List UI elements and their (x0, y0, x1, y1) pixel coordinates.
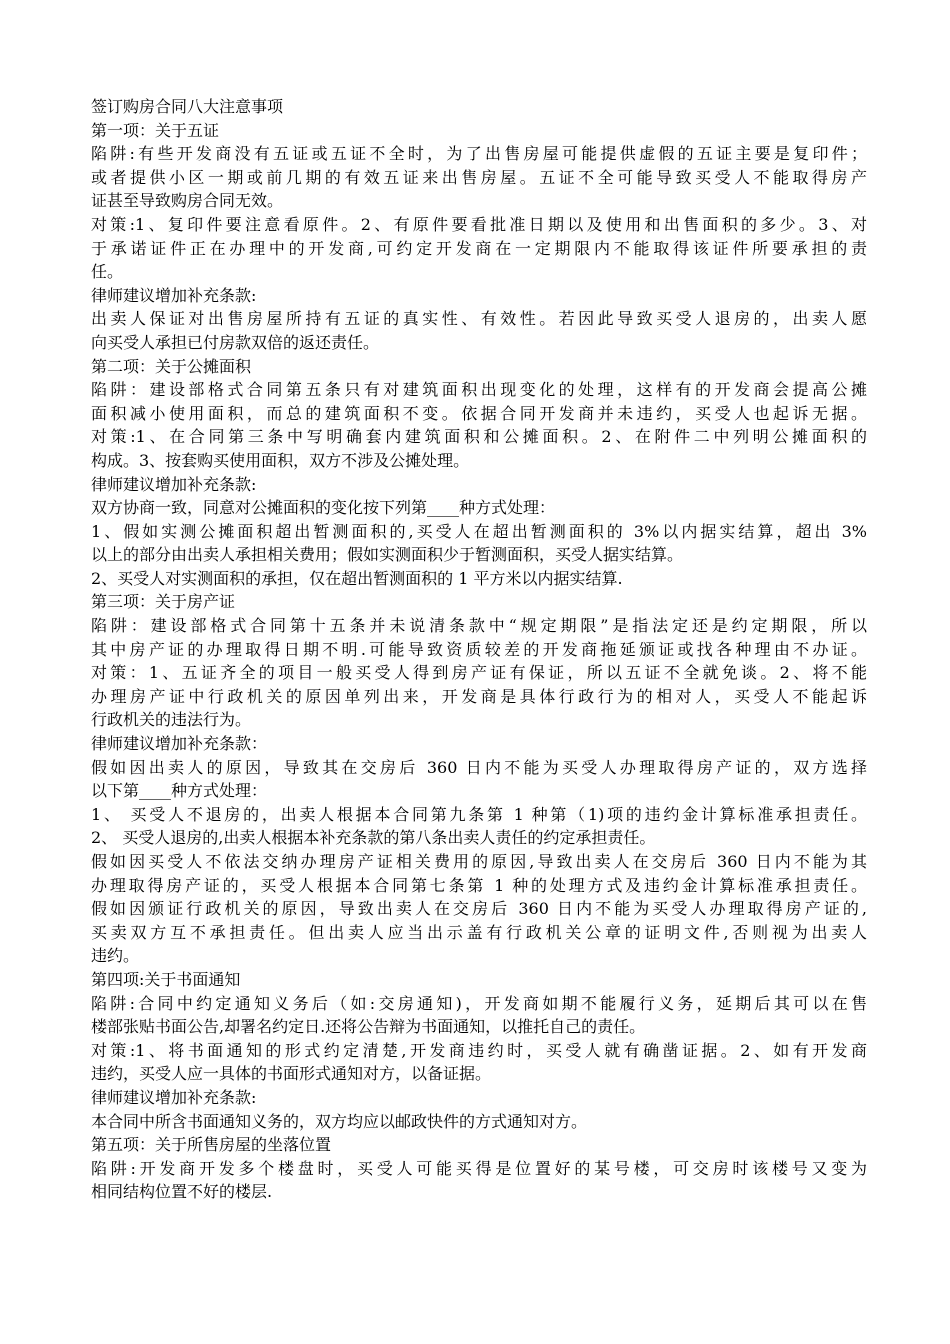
text-line: 1、假如实测公摊面积超出暂测面积的,买受人在超出暂测面积的 3%以内据实结算，超出 3% (91, 521, 867, 541)
text-line: 假如因买受人不依法交纳办理房产证相关费用的原因,导致出卖人在交房后 360 日内不能为其 (91, 852, 867, 871)
text-line: 第四项:关于书面通知 (91, 969, 241, 989)
text-line: 相同结构位置不好的楼层. (91, 1182, 273, 1202)
text-line: 1、 买受人不退房的，出卖人根据本合同第九条第 1 种第（1)项的违约金计算标准承担责任。 (91, 804, 867, 824)
text-line: 陷阱:有些开发商没有五证或五证不全时，为了出售房屋可能提供虚假的五证主要是复印件； (91, 144, 867, 164)
text-line: 2、买受人对实测面积的承担，仅在超出暂测面积的 1 平方米以内据实结算. (91, 568, 623, 588)
text-line: 以下第____种方式处理： (91, 781, 268, 801)
text-line: 构成。3、按套购买使用面积，双方不涉及公摊处理。 (91, 450, 470, 470)
text-line: 行政机关的违法行为。 (91, 710, 252, 730)
text-line: 办理房产证中行政机关的原因单列出来，开发商是具体行政行为的相对人，买受人不能起诉 (91, 686, 867, 706)
text-line: 本合同中所含书面通知义务的，双方均应以邮政快件的方式通知对方。 (91, 1111, 588, 1131)
text-line: 假如因颁证行政机关的原因，导致出卖人在交房后 360 日内不能为买受人办理取得房产证的, (91, 899, 867, 919)
text-line: 楼部张贴书面公告,却署名约定日.还将公告辩为书面通知，以推托自己的责任。 (91, 1017, 646, 1037)
text-line: 第五项：关于所售房屋的坐落位置 (91, 1135, 332, 1155)
text-line: 买卖双方互不承担责任。但出卖人应当出示盖有行政机关公章的证明文件,否则视为出卖人 (91, 922, 867, 942)
text-line: 律师建议增加补充条款: (91, 285, 257, 305)
text-line: 对策:1、复印件要注意看原件。2、有原件要看批准日期以及使用和出售面积的多少。3、对 (91, 214, 867, 234)
text-line: 向买受人承担已付房款双倍的返还责任。 (91, 332, 380, 352)
text-line: 签订购房合同八大注意事项 (91, 97, 284, 116)
text-line: 假如因出卖人的原因，导致其在交房后 360 日内不能为买受人办理取得房产证的，双方选择 (91, 757, 867, 777)
text-line: 双方协商一致，同意对公摊面积的变化按下列第____种方式处理： (91, 498, 556, 518)
text-line: 对策：1、五证齐全的项目一般买受人得到房产证有保证，所以五证不全就免谈。2、将不能 (91, 663, 867, 683)
text-line: 以上的部分由出卖人承担相关费用；假如实测面积少于暂测面积，买受人据实结算。 (91, 545, 684, 565)
document-body (91, 95, 867, 1204)
text-line: 违约，买受人应一具体的书面形式通知对方，以备证据。 (91, 1064, 492, 1084)
text-line: 律师建议增加补充条款: (91, 474, 257, 494)
text-line: 任。 (91, 262, 124, 282)
text-line: 其中房产证的办理取得日期不明.可能导致资质较差的开发商拖延颁证或找各种理由不办证。 (91, 639, 867, 659)
text-line: 办理取得房产证的，买受人根据本合同第七条第 1 种的处理方式及违约金计算标准承担责任。 (91, 875, 867, 895)
text-line: 第三项：关于房产证 (91, 592, 236, 612)
text-line: 出卖人保证对出售房屋所持有五证的真实性、有效性。若因此导致买受人退房的，出卖人愿 (91, 309, 867, 329)
text-line: 律师建议增加补充条款： (91, 734, 268, 754)
text-line: 或者提供小区一期或前几期的有效五证来出售房屋。五证不全可能导致买受人不能取得房产 (91, 167, 867, 187)
text-line: 对策:1、在合同第三条中写明确套内建筑面积和公摊面积。2、在附件二中列明公摊面积的 (91, 427, 867, 447)
text-line: 面积减小使用面积，而总的建筑面积不变。依据合同开发商并未违约，买受人也起诉无据。 (91, 403, 867, 423)
text-line: 第二项：关于公摊面积 (91, 356, 252, 376)
text-line: 第一项：关于五证 (91, 120, 220, 140)
text-line: 对策:1、将书面通知的形式约定清楚,开发商违约时，买受人就有确凿证据。2、如有开发商 (91, 1040, 867, 1060)
text-line: 于承诺证件正在办理中的开发商,可约定开发商在一定期限内不能取得该证件所要承担的责 (91, 238, 867, 258)
text-line: 证甚至导致购房合同无效。 (91, 191, 284, 211)
text-line: 2、 买受人退房的,出卖人根据本补充条款的第八条出卖人责任的约定承担责任。 (91, 828, 656, 848)
text-line: 陷阱：建设部格式合同第五条只有对建筑面积出现变化的处理，这样有的开发商会提高公摊 (91, 380, 867, 400)
text-line: 陷阱：建设部格式合同第十五条并未说清条款中“规定期限”是指法定还是约定期限，所以 (91, 616, 867, 636)
text-line: 违约。 (91, 946, 140, 966)
text-line: 陷阱:开发商开发多个楼盘时，买受人可能买得是位置好的某号楼，可交房时该楼号又变为 (91, 1158, 867, 1178)
text-line: 陷阱:合同中约定通知义务后（如:交房通知)，开发商如期不能履行义务，延期后其可以在售 (91, 993, 867, 1013)
text-line: 律师建议增加补充条款: (91, 1087, 257, 1107)
